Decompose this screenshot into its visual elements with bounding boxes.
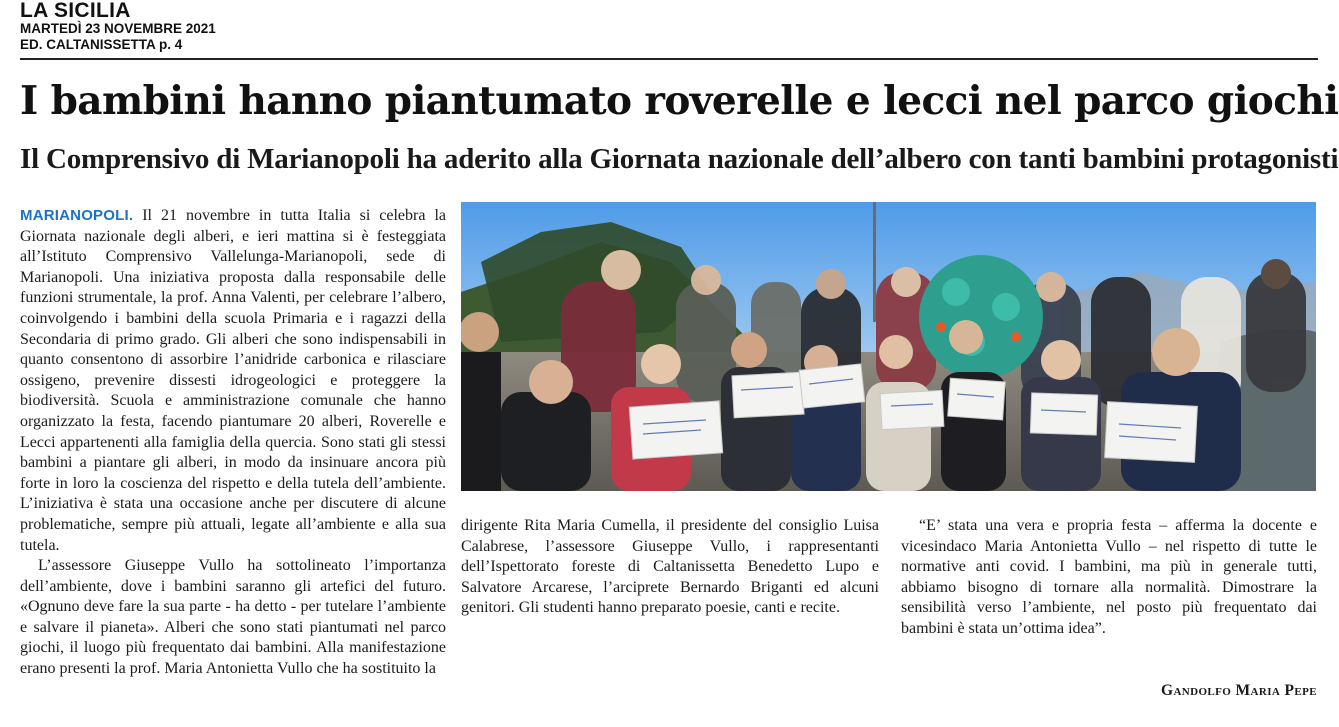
byline: Gandolfo Maria Pepe	[1160, 682, 1317, 699]
article-column-1	[20, 206, 446, 680]
paragraph-3-text: “E’ stata una vera e propria festa – afferma la docente e vicesindaco Maria Antonietta Vullo – nel rispetto di tutte le normative anti covid. I bambini, ma più in generale tutti, abbiamo bisogno di tornare alla normalità. Dimostrare la sensibilità verso l’ambiente, nel posto più frequentato dai bambini è stata un’ottima idea”.	[901, 517, 1317, 637]
paragraph-2-text: L’assessore Giuseppe Vullo ha sottolineato l’importanza dell’ambiente, dove i bambini saranno gli artefici del futuro. «Ognuno deve fare la sua parte - ha detto - per tutelare l’ambiente e salvare il pianeta». Alberi che sono stati piantumati nel parco giochi, il luogo più frequentato dai bambini. Alla manifestazione erano presenti la prof. Maria Antonietta Vullo che ha sostituito la	[20, 557, 446, 678]
dateline: MARIANOPOLI.	[20, 207, 134, 224]
article-paragraph-2	[20, 556, 446, 680]
paragraph-2-continued: dirigente Rita Maria Cumella, il presidente del consiglio Luisa Calabrese, l’assessore Giuseppe Vullo, i rappresentanti dell’Ispettorato foreste di Caltanissetta Benedetto Lupo e Salvatore Arcarese, l’arciprete Bernardo Briganti ed alcuni genitori. Gli studenti hanno preparato poesie, canti e recite.	[461, 517, 879, 617]
article-column-2	[461, 516, 879, 619]
group-photo-illustration	[461, 202, 1316, 491]
article-paragraph-3	[901, 516, 1317, 640]
article-column-3	[901, 516, 1317, 640]
paragraph-1-text: Il 21 novembre in tutta Italia si celebra la Giornata nazionale degli alberi, e ieri mattina si è festeggiata all’Istituto Comprensivo Vallelunga-Marianopoli, sede di Marianopoli. Una iniziativa proposta dalla responsabile delle funzioni strumentale, la prof. Anna Valenti, per celebrare l’albero, coinvolgendo i bambini della scuola Primaria e i ragazzi della Secondaria di primo grado. Gli alberi che sono indispensabili in quanto consentono di assorbire l’anidride carbonica e rilasciare ossigeno, prevenire dissesti idrogeologici e proteggere la biodiversità. Scuola e amministrazione comunale che hanno organizzato la festa, facendo piantumare 20 alberi, Roverelle e Lecci appartenenti alla famiglia della quercia. Sono stati gli stessi bambini a piantare gli alberi, in modo da insinuare ancora più forte in loro la coscienza del rispetto e della tutela dell’ambiente. L’iniziativa è stata una occasione anche per discutere di alcune problematiche, sempre più attuali, legate all’ambiente e alla sua tutela.	[20, 207, 446, 554]
article-headline: I bambini hanno piantumato roverelle e lecci nel parco giochi	[20, 78, 1339, 124]
newspaper-name: LA SICILIA	[20, 0, 131, 22]
masthead	[20, 0, 216, 53]
edition-page: ED. CALTANISSETTA p. 4	[20, 37, 183, 52]
article-subhead: Il Comprensivo di Marianopoli ha aderito alla Giornata nazionale dell’albero con tanti bambini protagonisti	[20, 143, 1339, 175]
article-photo	[461, 202, 1316, 491]
header-rule	[20, 58, 1318, 60]
article-paragraph-1	[20, 206, 446, 556]
publication-date: MARTEDÌ 23 NOVEMBRE 2021	[20, 21, 216, 36]
